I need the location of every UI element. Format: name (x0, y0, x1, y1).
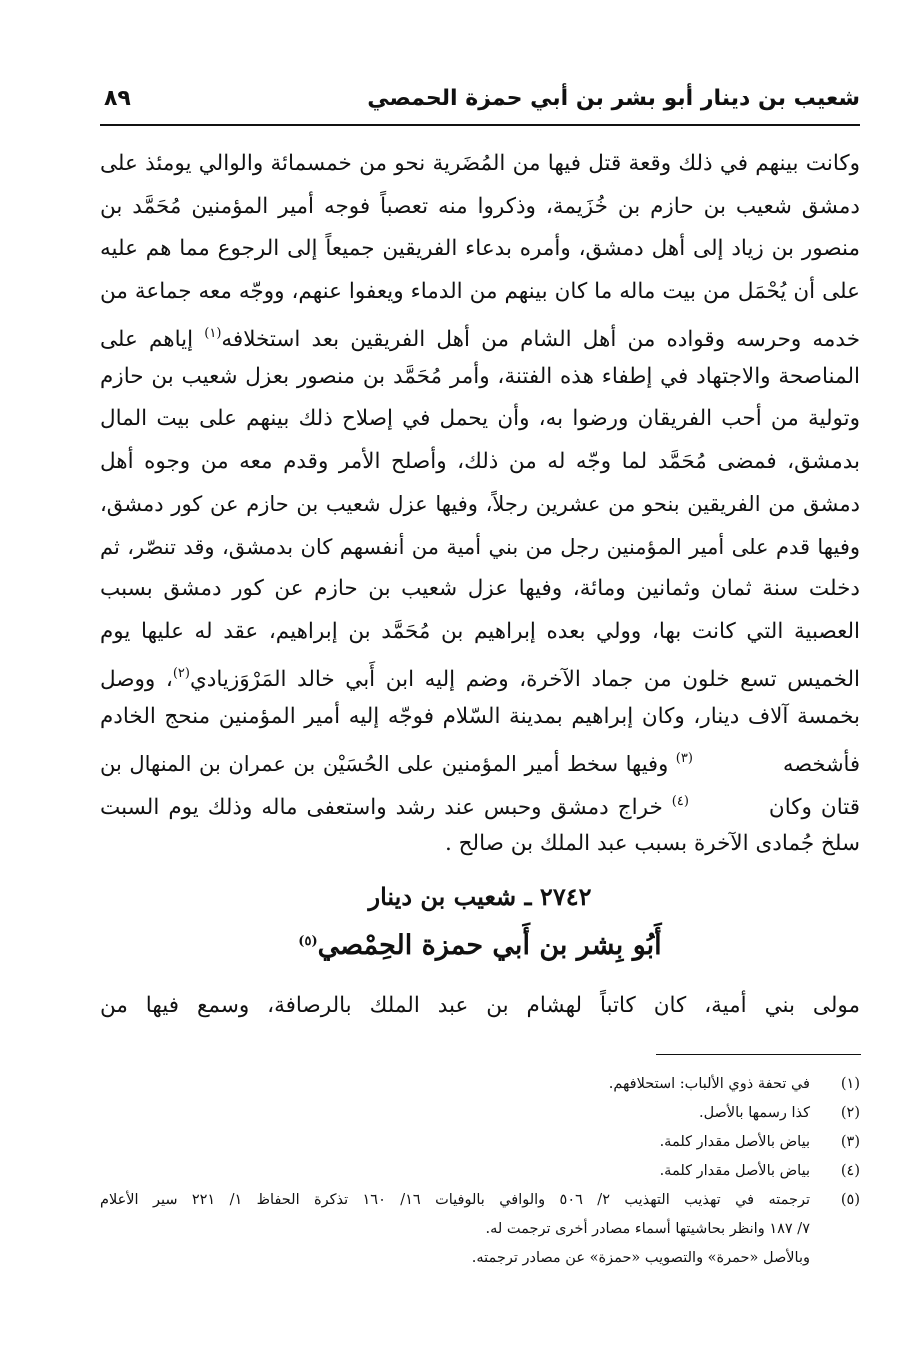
text-line: المناصحة والاجتهاد في إطفاء هذه الفتنة، وأمر مُحَمَّد بن منصور بعزل شعيب بن حازم (100, 363, 860, 389)
footnote-continuation: وبالأصل «حمرة» والتصويب «حمزة» عن مصادر ترجمته. (471, 1250, 810, 1266)
footnote-text: ترجمته في تهذيب التهذيب ٢/ ٥٠٦ والوافي بالوفيات ١٦/ ١٦٠ تذكرة الحفاظ ١/ ٢٢١ سير الأعلام (100, 1192, 810, 1208)
footnote (100, 1070, 860, 1099)
entry-text (100, 985, 860, 1028)
page-number: ٨٩ (104, 86, 131, 111)
entry-subheading: أَبُو بِشر بن أَبي حمزة الحِمْصي$^{(٥)}$ (298, 930, 662, 961)
text-line: منصور بن زياد إلى أهل دمشق، وأمره بدعاء الفريقين جميعاً إلى الرجوع مما هم عليه (100, 236, 860, 261)
entry-title-block (100, 877, 860, 967)
footnote-number: (٤) (840, 1163, 860, 1179)
footnote-ref-5: (٥) (298, 934, 318, 949)
footnote-number: (١) (840, 1076, 860, 1092)
text-line: وفيها قدم على أمير المؤمنين رجل من بني أمية من أنفسهم كان بدمشق، وقد تنصّر، ثم (100, 534, 860, 559)
main-text (100, 143, 860, 866)
footnote (100, 1186, 860, 1215)
running-title: شعيب بن دينار أبو بشر بن أبي حمزة الحمصي (367, 86, 860, 111)
footnote (100, 1157, 860, 1186)
footnote (100, 1099, 860, 1128)
text-line: وتولية من أحب الفريقان ورضوا به، وأن يحمل في إصلاح ذلك بينهم على بيت المال (100, 406, 860, 431)
footnote-number: (٣) (840, 1134, 860, 1150)
footnote (100, 1128, 860, 1157)
text-line: الخميس تسع خلون من جماد الآخرة، وضم إليه ابن أَبي خالد المَرْوَزيادي$^{(٢)}$، ووصل (100, 666, 860, 692)
text-line: فأشخصه$^{(٣)}$ وفيها سخط أمير المؤمنين على الحُسَيْن بن عمران بن المنهال بن (100, 751, 860, 776)
text-line: دمشق من الفريقين بنحو من عشرين رجلاً، وفيها عزل شعيب بن حازم عن كور دمشق، (100, 492, 860, 516)
footnote-text: بياض بالأصل مقدار كلمة. (659, 1163, 810, 1179)
text-line: سلخ جُمادى الآخرة بسبب عبد الملك بن صالح . (445, 831, 860, 856)
text-line: دخلت سنة ثمان وثمانين ومائة، وفيها عزل شعيب بن حازم عن كور دمشق بسبب (100, 576, 860, 601)
footnote-text: في تحفة ذوي الألباب: استحلافهم. (608, 1076, 810, 1092)
text-line: دمشق شعيب بن حازم بن خُزَيمة، وذكروا منه تعصباً فوجه أمير المؤمنين مُحَمَّد بن (100, 193, 860, 219)
footnote-ref-4: (٤) (671, 793, 689, 809)
text-line: العصبية التي كانت بها، وولي بعده إبراهيم بن مُحَمَّد بن إبراهيم، عقد له عليها يوم (100, 618, 860, 644)
text-line: مولى بني أمية، كان كاتباً لهشام بن عبد الملك بالرصافة، وسمع فيها من (100, 993, 860, 1018)
footnote-text: بياض بالأصل مقدار كلمة. (659, 1134, 810, 1150)
footnote-text: كذا رسمها بالأصل. (698, 1105, 810, 1121)
text-line: بدمشق، فمضى مُحَمَّد لما وجّه له من ذلك، وأصلح الأمر وقدم معه من وجوه أهل (100, 448, 860, 474)
footnote-number: (٥) (840, 1192, 860, 1208)
entry-heading: ٢٧٤٢ ـ شعيب بن دينار (368, 882, 592, 911)
footnote-number: (٢) (840, 1105, 860, 1121)
footnote-continuation: ٧/ ١٨٧ وانظر بحاشيتها أسماء مصادر أخرى ترجمت له. (485, 1221, 810, 1237)
text-line: بخمسة آلاف دينار، وكان إبراهيم بمدينة السّلام فوجّه إليه أمير المؤمنين منحج الخادم (100, 703, 860, 729)
text-line: خدمه وحرسه وقواده من أهل الشام من أهل الفريقين بعد استخلافه$^{(١)}$ إياهم على (100, 326, 860, 352)
text-line: وكانت بينهم في ذلك وقعة قتل فيها من المُضَرية نحو من خمسمائة والوالي يومئذ على (100, 151, 860, 176)
page-header (100, 84, 860, 126)
footnotes (100, 1070, 860, 1273)
footnote-divider (656, 1054, 861, 1055)
footnote-ref-2: (٢) (172, 666, 190, 681)
text-line: قتان وكان$^{(٤)}$ خراج دمشق وحبس عند رشد واستعفى ماله وذلك يوم السبت (100, 793, 861, 820)
footnote-ref-3: (٣) (675, 751, 693, 766)
text-line: على أن يُحْمَل من بيت ماله ما كان بينهم من الدماء ويعفوا عنهم، ووجّه معه جماعة من (100, 278, 860, 304)
footnote-ref-1: (١) (204, 326, 222, 341)
